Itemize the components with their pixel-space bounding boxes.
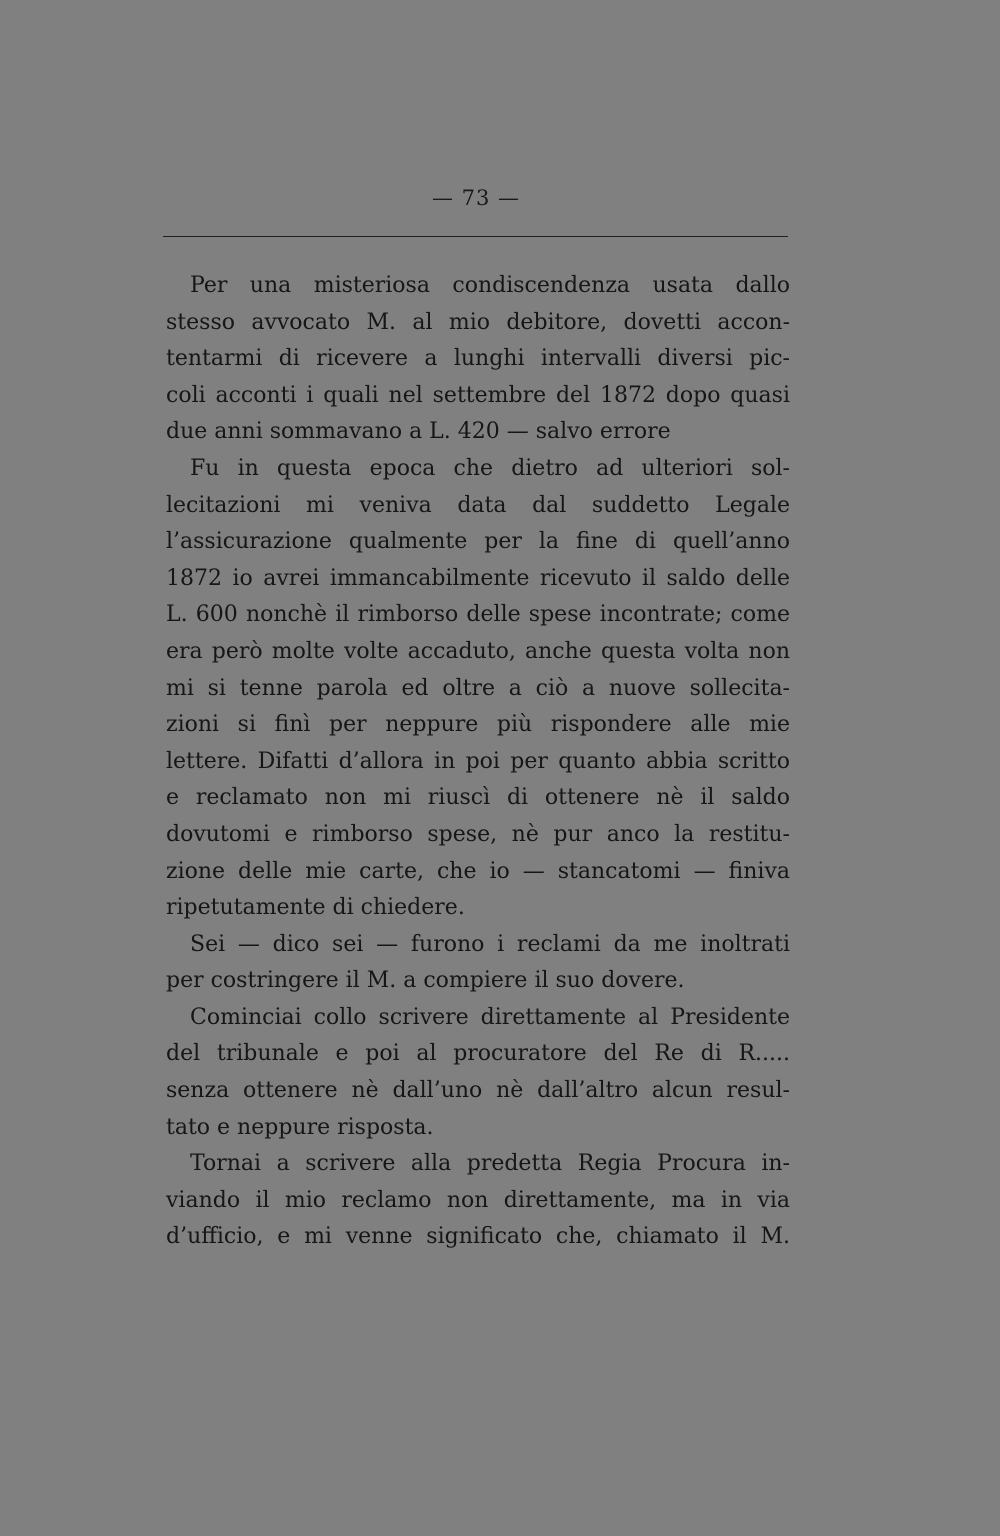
text-line: zione delle mie carte, che io — stancatomi — finiva — [166, 858, 790, 884]
text-line: era però molte volte accaduto, anche questa volta non — [166, 638, 790, 664]
text-line: lettere. Difatti d’allora in poi per quanto abbia scritto — [166, 748, 790, 774]
text-line: d’ufficio, e mi venne significato che, chiamato il M. — [166, 1224, 790, 1250]
text-line: due anni sommavano a L. 420 — salvo errore — [166, 419, 671, 445]
text-line: tato e neppure risposta. — [166, 1114, 434, 1140]
text-line: e reclamato non mi riuscì di ottenere nè il saldo — [166, 785, 790, 811]
body-text — [166, 268, 790, 1256]
text-line: ripetutamente di chiedere. — [166, 895, 465, 921]
text-line: 1872 io avrei immancabilmente ricevuto il saldo delle — [166, 565, 790, 591]
text-line: mi si tenne parola ed oltre a ciò a nuove sollecita- — [166, 675, 790, 701]
text-line: Tornai a scrivere alla predetta Regia Procura in- — [190, 1151, 790, 1177]
text-line: del tribunale e poi al procuratore del Re di R..... — [166, 1041, 790, 1067]
text-line: Cominciai collo scrivere direttamente al Presidente — [190, 1004, 790, 1030]
text-line: Fu in questa epoca che dietro ad ulteriori sol- — [190, 455, 790, 481]
text-line: Per una misteriosa condiscendenza usata dallo — [190, 273, 790, 298]
text-line: lecitazioni mi veniva data dal suddetto Legale — [166, 492, 790, 518]
text-line: stesso avvocato M. al mio debitore, dovetti accon- — [166, 309, 790, 335]
page-number: — 73 — — [431, 186, 521, 210]
text-line: l’assicurazione qualmente per la fine di quell’anno — [166, 529, 790, 555]
text-line: viando il mio reclamo non direttamente, ma in via — [166, 1187, 790, 1213]
text-line: zioni si finì per neppure più rispondere alle mie — [166, 712, 790, 738]
text-line: coli acconti i quali nel settembre del 1872 dopo quasi — [166, 382, 790, 408]
text-line: L. 600 nonchè il rimborso delle spese incontrate; come — [166, 602, 790, 628]
header-rule — [163, 236, 788, 237]
text-line: tentarmi di ricevere a lunghi intervalli diversi pic- — [166, 346, 790, 372]
text-line: Sei — dico sei — furono i reclami da me inoltrati — [190, 931, 790, 957]
text-line: per costringere il M. a compiere il suo dovere. — [166, 968, 685, 994]
text-line: dovutomi e rimborso spese, nè pur anco la restitu- — [166, 821, 790, 847]
text-line: senza ottenere nè dall’uno nè dall’altro alcun resul- — [166, 1078, 790, 1104]
